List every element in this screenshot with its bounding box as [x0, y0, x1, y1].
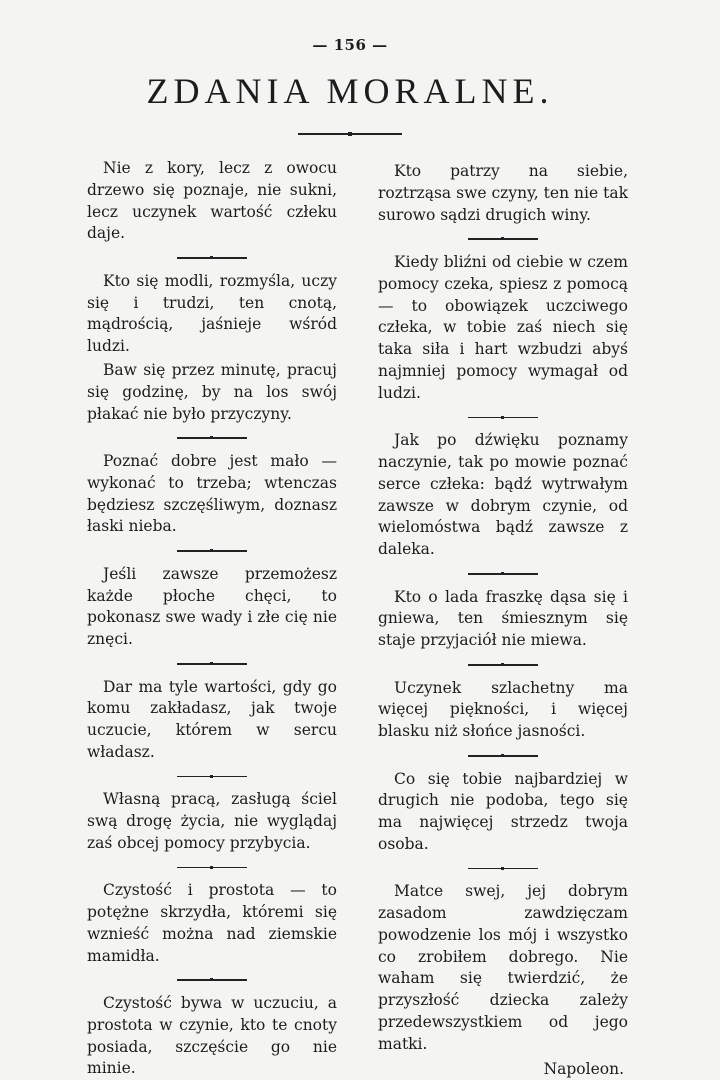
maxim-text: Nie z kory, lecz z owocu drzewo się poznaje, nie sukni, lecz uczynek wartość człeku daje. [87, 159, 337, 243]
maxim [87, 158, 337, 245]
maxim-text: Matce swej, jej dobrym zasadom zawdzięczam powodzenie los mój i wszystko co zrobiłem dobrego. Nie waham się twierdzić, że przyszłość dziecka zależy przedewszystkiem od jego matki. [378, 882, 628, 1053]
maxim-text: Czystość i prostota — to potężne skrzydła, któremi się wznieść można nad ziemskie mamidła. [87, 881, 337, 965]
divider [177, 867, 247, 869]
maxim-text: Kto patrzy na siebie, roztrząsa swe czyny, ten nie tak surowo sądzi drugich winy. [378, 162, 628, 224]
maxim-text: Dar ma tyle wartości, gdy go komu zakładasz, jak twoje uczucie, którem w sercu władasz. [87, 677, 337, 761]
maxim-text: Poznać dobre jest mało — wykonać to trzeba; wtenczas będziesz szczęśliwym, doznasz łaski nieba. [87, 451, 337, 536]
page-title: ZDANIA MORALNE. [146, 71, 554, 111]
left-column [87, 158, 337, 1080]
maxim-text: Jeśli zawsze przemożesz każde płoche chęci, to pokonasz swe wady i złe cię nie znęci. [87, 564, 337, 649]
maxim [378, 678, 628, 743]
maxim [87, 564, 337, 651]
divider [177, 257, 247, 259]
divider [177, 663, 247, 665]
signature: Napoleon. [543, 1059, 624, 1078]
maxim-text: Jak po dźwięku poznamy naczynie, tak po mowie poznać serce człeka: bądź wytrwałym zawsze w dobrym czynie, od wielomóstwa bądź zawsze z daleka. [378, 431, 628, 559]
divider [468, 868, 538, 870]
divider [468, 755, 538, 757]
right-column [378, 161, 628, 1080]
maxim [378, 252, 628, 405]
maxim-text: Kto się modli, rozmyśla, uczy się i trudzi, ten cnotą, mądrością, jaśnieje wśród ludzi. [87, 271, 337, 356]
divider [468, 417, 538, 419]
maxim-text: Kto o lada fraszkę dąsa się i gniewa, ten śmiesznym się staje przyjaciół nie miewa. [378, 587, 628, 650]
divider [177, 979, 247, 981]
maxim [378, 587, 628, 652]
divider [177, 550, 247, 552]
divider [177, 437, 247, 439]
divider [177, 776, 247, 778]
divider [468, 238, 538, 240]
divider [468, 664, 538, 666]
maxim-text: Kiedy bliźni od ciebie w czem pomocy czeka, spiesz z pomocą — to obowiązek uczciwego człeka, w tobie zaś niech się taka siła i hart wzbudzi abyś najmniej pomocy wymagał od ludzi. [378, 252, 628, 402]
maxim [378, 430, 628, 561]
maxim [378, 881, 628, 1055]
maxim-text: Czystość bywa w uczuciu, a prostota w czynie, kto te cnoty posiada, szczęście go nie minie. [87, 994, 337, 1078]
divider [468, 573, 538, 575]
title-divider [298, 133, 402, 135]
maxim-text: Baw się przez minutę, pracuj się godzinę, by na los swój płakać nie było przyczyny. [87, 360, 337, 423]
maxim [87, 880, 337, 967]
maxim [87, 677, 337, 764]
maxim [87, 451, 337, 538]
page-number: — 156 — [312, 36, 388, 54]
maxim [87, 993, 337, 1080]
maxim [87, 271, 337, 358]
maxim-text: Co się tobie najbardziej w drugich nie podoba, tego się ma najwięcej strzedz twoja osoba. [378, 769, 628, 853]
maxim [87, 360, 337, 425]
maxim [378, 161, 628, 226]
maxim-text: Uczynek szlachetny ma więcej piękności, i więcej blasku niż słońce jasności. [378, 678, 628, 741]
maxim [87, 789, 337, 854]
maxim [378, 769, 628, 856]
maxim-text: Własną pracą, zasługą ściel swą drogę życia, nie wyglądaj zaś obcej pomocy przybycia. [87, 790, 337, 852]
